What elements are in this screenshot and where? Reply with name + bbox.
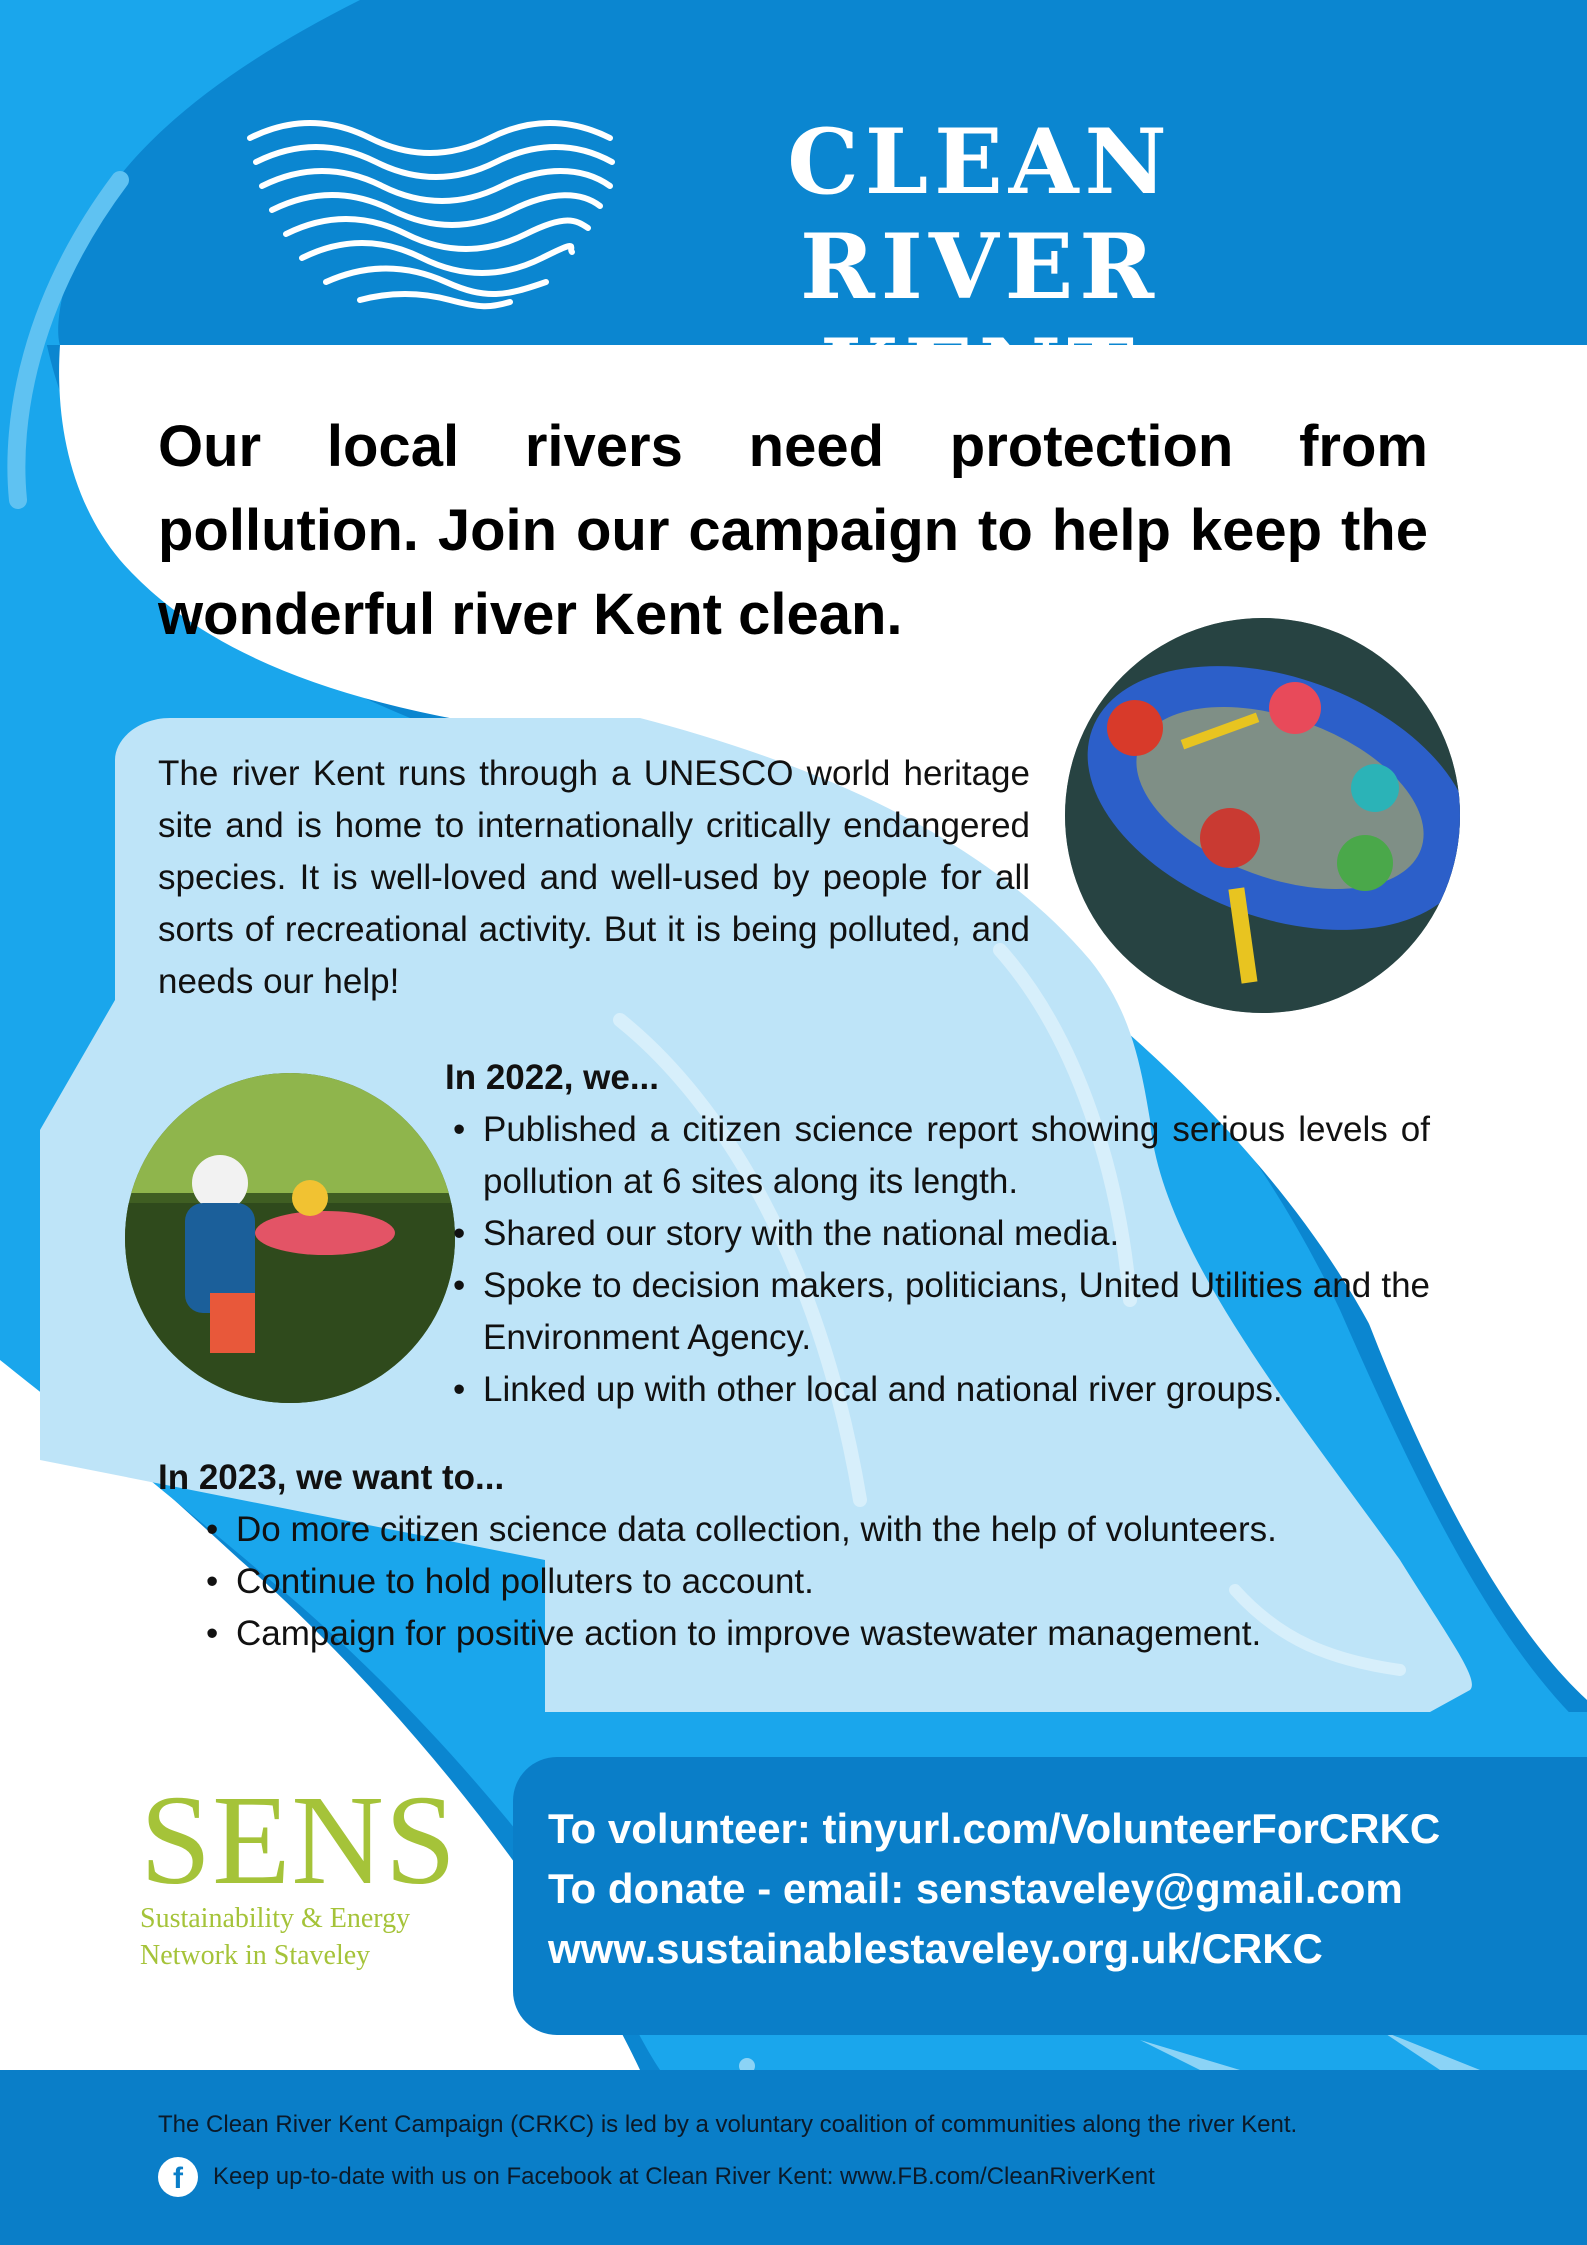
bullet-icon: • — [453, 1214, 466, 1253]
website-link[interactable]: www.sustainablestaveley.org.uk/CRKC — [548, 1925, 1323, 1972]
list-item — [198, 1504, 1408, 1556]
rafting-photo — [1065, 618, 1460, 1013]
list-item-text: Spoke to decision makers, politicians, United Utilities and the Environment Agency. — [483, 1266, 1430, 1357]
list-item-text: Shared our story with the national media. — [483, 1214, 1120, 1253]
section-2022-heading: In 2022, we... — [445, 1058, 659, 1097]
bullet-icon: • — [453, 1370, 466, 1409]
section-2023-heading: In 2023, we want to... — [158, 1458, 505, 1497]
bullet-icon: • — [206, 1510, 219, 1549]
bullet-icon: • — [206, 1614, 219, 1653]
facebook-icon[interactable]: f — [158, 2157, 198, 2197]
bullet-icon: • — [453, 1266, 466, 1305]
list-item — [445, 1208, 1430, 1260]
list-item — [445, 1104, 1430, 1208]
footer-facebook-text[interactable]: Keep up-to-date with us on Facebook at Clean River Kent: www.FB.com/CleanRiverKent — [213, 2163, 1155, 2190]
list-item-text: Linked up with other local and national river groups. — [483, 1370, 1283, 1409]
campaign-title-line1: CLEAN RIVER — [787, 109, 1173, 320]
list-item-text: Do more citizen science data collection, with the help of volunteers. — [236, 1510, 1277, 1549]
list-item-text: Campaign for positive action to improve wastewater management. — [236, 1614, 1262, 1653]
sens-logo — [140, 1769, 500, 1974]
footer-coalition-text: The Clean River Kent Campaign (CRKC) is led by a voluntary coalition of communities along the river Kent. — [158, 2111, 1298, 2138]
bullet-icon: • — [453, 1110, 466, 1149]
donate-email[interactable]: To donate - email: senstaveley@gmail.com — [548, 1865, 1403, 1912]
bullet-icon: • — [206, 1562, 219, 1601]
sens-logo-subtitle-line2: Network in Staveley — [140, 1940, 371, 1971]
list-item — [445, 1364, 1430, 1416]
intro-paragraph: The river Kent runs through a UNESCO world heritage site and is home to internationally critically endangered species. It is well-loved and well-used by people for all sorts of recreational activity. But it is being polluted, and needs our help! — [158, 754, 1030, 1001]
section-2022-list — [445, 1104, 1430, 1416]
child-river-photo — [125, 1073, 455, 1403]
footer — [0, 2070, 1587, 2245]
campaign-title — [620, 110, 1340, 425]
list-item-text: Published a citizen science report showing serious levels of pollution at 6 sites along its length. — [483, 1110, 1430, 1201]
sens-logo-word: SENS — [140, 1769, 457, 1911]
section-2022 — [445, 1052, 1430, 1416]
section-2023 — [158, 1452, 1408, 1660]
campaign-title-line2: KENT — [819, 319, 1141, 425]
sens-logo-subtitle-line1: Sustainability & Energy — [140, 1903, 411, 1934]
list-item — [445, 1260, 1430, 1364]
list-item — [198, 1608, 1408, 1660]
headline: Our local rivers need protection from pollution. Join our campaign to help keep the wonderful river Kent clean. — [158, 414, 1428, 647]
volunteer-link[interactable]: To volunteer: tinyurl.com/VolunteerForCRKC — [548, 1805, 1441, 1852]
section-2023-list — [158, 1504, 1408, 1660]
list-item-text: Continue to hold polluters to account. — [236, 1562, 814, 1601]
list-item — [198, 1556, 1408, 1608]
